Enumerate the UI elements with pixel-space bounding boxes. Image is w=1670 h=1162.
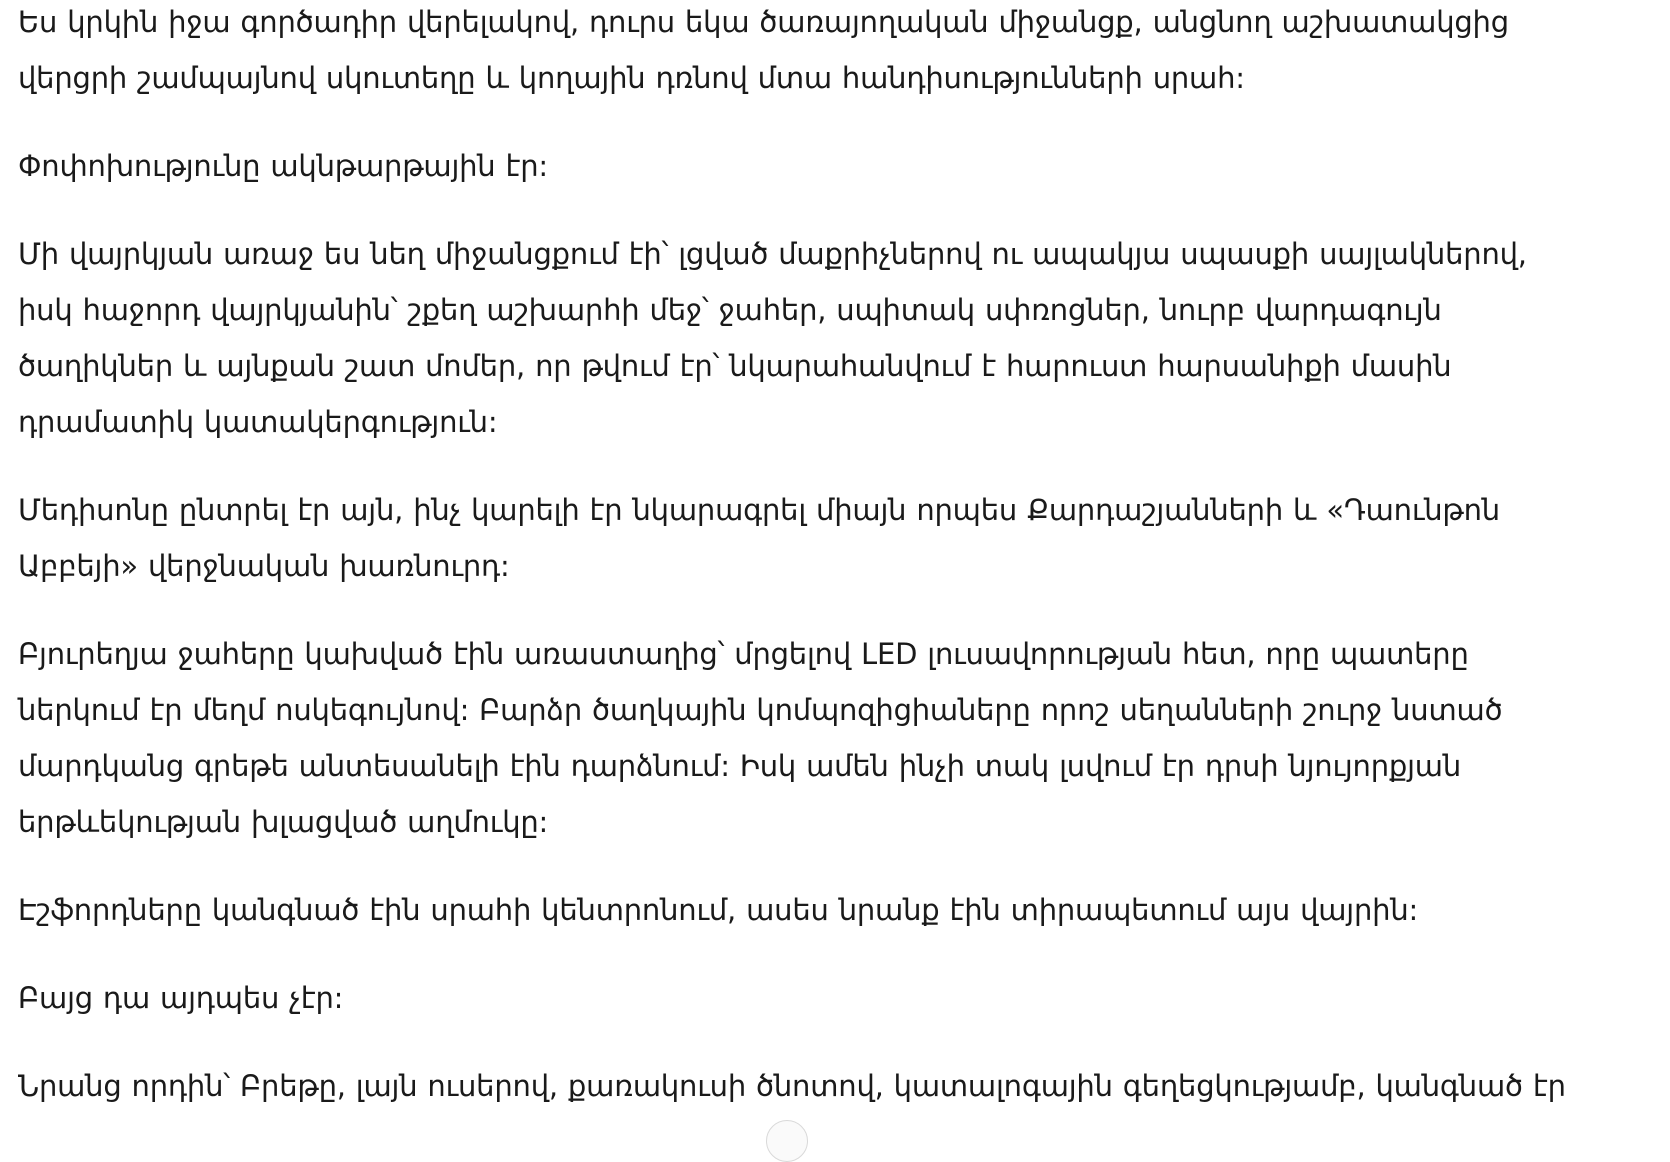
- paragraph-1: Ես կրկին իջա գործադիր վերելակով, դուրս եկա ծառայողական միջանցք, անցնող աշխատակցից վերցրի շամպայնով սկուտեղը և կողային դռնով մտա հանդիսությունների սրահ:: [18, 5, 1509, 95]
- paragraph-7: Բայց դա այդպես չէր:: [18, 981, 344, 1015]
- paragraph-6: Էշֆորդները կանգնած էին սրահի կենտրոնում, ասես նրանք էին տիրապետում այս վայրին:: [18, 893, 1419, 927]
- scroll-hint-button[interactable]: [766, 1120, 808, 1162]
- paragraph-8: Նրանց որդին՝ Բրեթը, լայն ուսերով, քառակուսի ծնոտով, կատալոգային գեղեցկությամբ, կանգնած էր: [18, 1069, 1566, 1103]
- article-body: [18, 0, 1578, 1146]
- paragraph-2: Փոփոխությունը ակնթարթային էր:: [18, 149, 548, 183]
- paragraph-3: Մի վայրկյան առաջ ես նեղ միջանցքում էի՝ լցված մաքրիչներով ու ապակյա սպասքի սայլակներով, իսկ հաջորդ վայրկյանին՝ շքեղ աշխարհի մեջ՝ ջահեր, սպիտակ սփռոցներ, նուրբ վարդագույն ծաղիկներ և այնքան շատ մոմեր, որ թվում էր՝ նկարահանվում է հարուստ հարսանիքի մասին դրամատիկ կատակերգություն:: [18, 237, 1527, 439]
- paragraph-5: Բյուրեղյա ջահերը կախված էին առաստաղից՝ մրցելով LED լուսավորության հետ, որը պատերը ներկում էր մեղմ ոսկեգույնով: Բարձր ծաղկային կոմպոզիցիաները որոշ սեղանների շուրջ նստած մարդկանց գրեթե անտեսանելի էին դարձնում: Իսկ ամեն ինչի տակ լսվում էր դրսի նյույորքյան երթևեկության խլացված աղմուկը:: [18, 637, 1503, 839]
- paragraph-4: Մեդիսոնը ընտրել էր այն, ինչ կարելի էր նկարագրել միայն որպես Քարդաշյանների և «Դաունթոն Աբբեյի» վերջնական խառնուրդ:: [18, 493, 1500, 583]
